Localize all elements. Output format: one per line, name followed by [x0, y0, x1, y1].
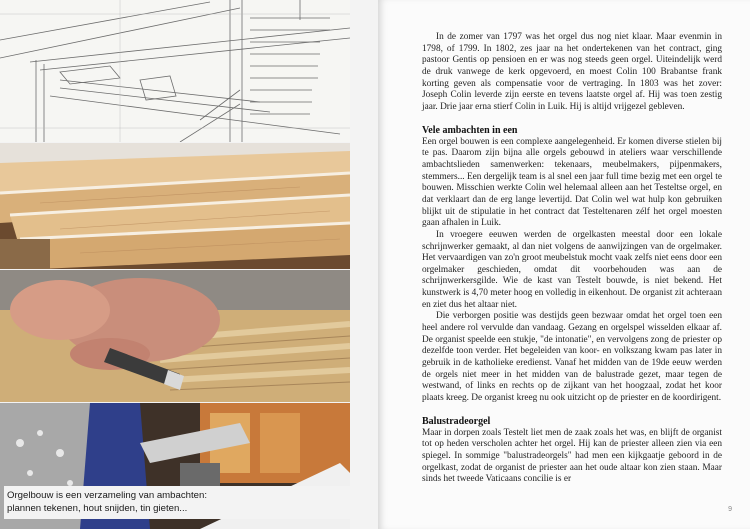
crafts-paragraph: Die verborgen positie was destijds geen bezwaar omdat het orgel toen een heel andere rol vervulde dan vandaag. Gezang en orgelspel wisselden elkaar af. De organist speelde een stukje, "de intonatie", en vervolgens zong de priester op dezelfde toon verder. Het begeleiden van koor- en volkszang kwam pas later in gebruik in de katholieke eredienst. Vanaf het midden van de 19de eeuw werden de orgels niet meer in het midden van de balustrade gezet, maar tegen de westwand, of links en rechts op de zijkant van het hoogzaal, zodat het koor plaats kreeg. De organist kreeg nu ook uitzicht op de priester en de koordirigent. — [422, 311, 722, 404]
crafts-paragraph: Een orgel bouwen is een complexe aangelegenheid. Er komen diverse stielen bij te pas. Daarom zijn bijna alle orgels gebouwd in ateliers waar verschillende ambachtslieden samenwerken: tekenaars, meubelmakers, pijpenmakers, stemmers... Een dergelijk team is al snel een jaar full time bezig met een orgel te bouwen. Misschien werkte Colin wel helemaal alleen aan het Testeltse orgel, en dat verklaart dan de erg lange levertijd. Dat Colin wel wat hulp kon gebruiken blijkt uit de stipulatie in het contract dat Testeltenaren zélf het orgel moesten gaan afhalen in Luik. — [422, 136, 722, 229]
caption-line: Orgelbouw is een verzameling van ambachten: — [7, 490, 207, 501]
wooden-boards-photo — [0, 143, 350, 269]
caption-line: plannen tekenen, hout snijden, tin gieten... — [7, 502, 188, 514]
intro-paragraph: In de zomer van 1797 was het orgel dus nog niet klaar. Maar evenmin in 1798, of 1799. In 1802, zes jaar na het ondertekenen van het contract, ging pastoor Gentis op pensioen en er was nog steeds geen orgel. Uiteindelijk werd de druk vanwege de kerk opgevoerd, en moest Colin 100 Brabantse frank korting geven als compensatie voor de vertraging. In 1803 was het zover: Joseph Colin leverde zijn eerste en tevens laatste orgel af. Hij was toen zestig jaar. Drie jaar erna stierf Colin in Luik. Hij is altijd vrijgezel gebleven. — [422, 32, 722, 112]
page-number: 9 — [728, 506, 732, 513]
section-heading-crafts: Vele ambachten in een — [422, 124, 518, 136]
hand-carving-photo — [0, 270, 350, 402]
photo-caption — [4, 486, 378, 519]
crafts-paragraph: In vroegere eeuwen werden de orgelkasten meestal door een lokale schrijnwerker gemaakt, al dan niet volgens de aanwijzingen van de orgelmaker. Het vervaardigen van zo'n groot meubelstuk mocht vaak zelfs niet eens door een orgelmaker geschieden, omdat dit voorbehouden was aan de schrijnwerkersgilde. Wie de kast van Testelt bouwde, is niet bekend. Het kunstwerk is 4,70 meter hoog en volledig in eikenhout. De organist zit achteraan en ziet dus het altaar niet. — [422, 229, 722, 310]
section-heading-balustrade: Balustradeorgel — [422, 415, 491, 427]
right-page — [378, 0, 750, 529]
body-text — [422, 32, 722, 486]
balustrade-paragraph: Maar in dorpen zoals Testelt liet men de zaak zoals het was, en blijft de organist tot op heden verscholen achter het orgel. Hij kan de priester alleen zien via een spiegel. In sommige "balustradeorgels" had men een kijkgaatje geboord in de orgelkast, zodat de organist de priester aan het oude altaar kon zien staan. Maar sinds het tweede Vaticaans concilie is er — [422, 427, 722, 485]
technical-drawing-photo — [0, 0, 350, 142]
